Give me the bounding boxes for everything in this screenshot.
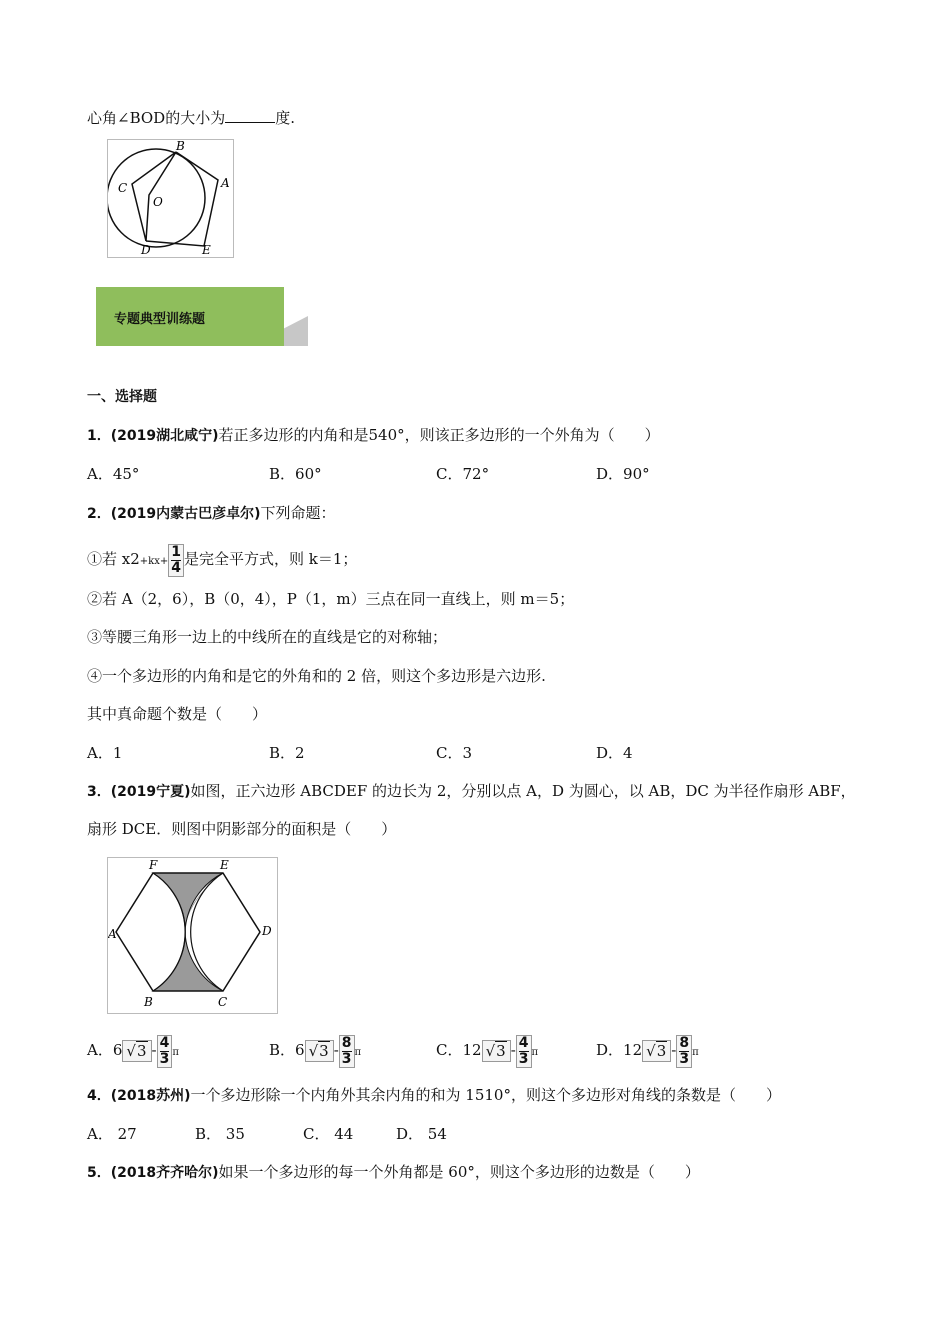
sqrt: √3 [122, 1040, 151, 1062]
q1-tag: (2019湖北咸宁) [110, 428, 219, 444]
fraction-numerator: 8 [341, 1034, 352, 1051]
q5-number: 5． [87, 1165, 111, 1181]
fraction-numerator: 4 [518, 1034, 529, 1051]
option-letter: D． [596, 1041, 624, 1059]
q2-tag: (2019内蒙古巴彦卓尔) [110, 506, 261, 522]
q2-statement-2: ②若 A（2，6），B（0，4），P（1，m）三点在同一直线上，则 m＝5； [87, 590, 575, 608]
figure-hexagon [107, 857, 278, 1014]
minus-sign: - [333, 1041, 339, 1059]
q3-text-2: 扇形 DCE．则图中阴影部分的面积是（ ） [87, 820, 397, 838]
fraction-denominator: 3 [679, 1050, 690, 1067]
radicand: 3 [496, 1042, 506, 1060]
q1-option-a[interactable]: A．45° [87, 465, 140, 483]
q1-option-b[interactable]: B．60° [269, 465, 322, 483]
q2-s1-part: ①若 x2 [87, 550, 140, 568]
q2-option-c[interactable]: C．3 [436, 744, 473, 762]
fraction-denominator: 3 [159, 1050, 170, 1067]
fig1-label: D [141, 243, 151, 257]
fig3-label: A [108, 927, 117, 941]
q3-option-a[interactable] [87, 1030, 179, 1073]
option-coef: 12 [462, 1041, 482, 1059]
q4-option-b[interactable]: B． 35 [195, 1125, 245, 1143]
question-2 [87, 503, 336, 524]
question-5 [87, 1162, 700, 1183]
q5-tag: (2018齐齐哈尔) [110, 1165, 219, 1181]
section-banner [96, 287, 284, 346]
radicand: 3 [319, 1042, 329, 1060]
sqrt: √3 [482, 1040, 511, 1062]
q2-option-d[interactable]: D．4 [596, 744, 633, 762]
fraction-denominator: 3 [518, 1050, 529, 1067]
fraction [339, 1035, 355, 1068]
sqrt: √3 [642, 1040, 671, 1062]
fraction-numerator: 8 [679, 1034, 690, 1051]
q2-s1-part: 是完全平方式，则 k＝1； [184, 550, 358, 568]
banner-title: 专题典型训练题 [114, 312, 206, 327]
option-letter: B． [269, 1041, 296, 1059]
q4-option-d[interactable]: D． 54 [396, 1125, 447, 1143]
minus-sign: - [510, 1041, 516, 1059]
pi-symbol: π [531, 1047, 539, 1058]
section-title: 一、选择题 [87, 389, 157, 405]
q2-number: 2． [87, 506, 111, 522]
q2-statement-4: ④一个多边形的内角和是它的外角和的 2 倍，则这个多边形是六边形. [87, 667, 546, 685]
intro-text-after: 度. [275, 109, 295, 127]
question-4 [87, 1085, 781, 1106]
fraction-denominator: 4 [171, 559, 181, 576]
fig3-label: B [144, 995, 153, 1009]
fig3-label: C [218, 995, 228, 1009]
q1-number: 1． [87, 428, 111, 444]
fraction [676, 1035, 692, 1068]
q2-ask: 其中真命题个数是（ ） [87, 705, 268, 723]
question-3 [87, 781, 856, 802]
q2-text: 下列命题： [260, 504, 336, 522]
figure-circle-pentagon [107, 139, 234, 258]
hexagon-diagram [108, 858, 277, 1013]
q3-option-c[interactable] [436, 1030, 538, 1073]
q4-tag: (2018苏州) [110, 1088, 191, 1104]
minus-sign: - [151, 1041, 157, 1059]
option-letter: A． [87, 1041, 113, 1059]
q2-option-a[interactable]: A．1 [87, 744, 123, 762]
sqrt: √3 [305, 1040, 334, 1062]
q3-text: 如图，正六边形 ABCDEF 的边长为 2，分别以点 A，D 为圆心，以 AB，DC 为半径作扇形 ABF， [190, 782, 856, 800]
fig1-label: B [176, 140, 185, 153]
intro-line [87, 108, 295, 128]
q1-option-c[interactable]: C．72° [436, 465, 490, 483]
pi-symbol: π [692, 1047, 699, 1058]
q1-text: 若正多边形的内角和是540°，则该正多边形的一个外角为（ ） [218, 426, 660, 444]
radicand: 3 [136, 1042, 147, 1060]
q3-option-b[interactable] [269, 1030, 361, 1073]
q4-text: 一个多边形除一个内角外其余内角的和为 1510°，则这个多边形对角线的条数是（ ） [190, 1086, 781, 1104]
minus-sign: - [671, 1041, 677, 1059]
q3-tag: (2019宁夏) [110, 784, 191, 800]
circle-pentagon-diagram [108, 140, 233, 257]
fig1-label: O [153, 195, 163, 209]
q2-statement-3: ③等腰三角形一边上的中线所在的直线是它的对称轴； [87, 628, 448, 646]
q2-statement-1 [87, 540, 357, 581]
option-coef: 6 [112, 1041, 123, 1059]
fig1-label: C [118, 181, 128, 195]
answer-blank[interactable] [225, 108, 275, 123]
option-letter: C． [436, 1041, 463, 1059]
radicand: 3 [656, 1042, 667, 1060]
pi-symbol: π [172, 1047, 179, 1058]
fraction-numerator: 4 [159, 1034, 170, 1051]
q1-option-d[interactable]: D．90° [596, 465, 650, 483]
fraction [157, 1035, 173, 1068]
q3-number: 3． [87, 784, 111, 800]
q5-text: 如果一个多边形的每一个外角都是 60°，则这个多边形的边数是（ ） [218, 1163, 700, 1181]
q3-option-d[interactable] [596, 1030, 699, 1073]
pi-symbol: π [354, 1047, 362, 1058]
q2-option-b[interactable]: B．2 [269, 744, 305, 762]
fig3-label: F [149, 858, 158, 872]
q2-s1-part: +kx+ [139, 556, 169, 567]
option-coef: 12 [623, 1041, 643, 1059]
q4-number: 4． [87, 1088, 111, 1104]
fig1-label: A [221, 176, 230, 190]
fraction-numerator: 1 [171, 543, 181, 560]
option-coef: 6 [295, 1041, 305, 1059]
fraction [516, 1035, 532, 1068]
fraction [168, 544, 184, 577]
fig1-label: E [202, 243, 211, 257]
fraction-denominator: 3 [341, 1050, 352, 1067]
fig3-label: E [220, 858, 229, 872]
intro-text: 心角∠BOD的大小为 [87, 109, 226, 127]
question-1 [87, 425, 660, 446]
q4-option-c[interactable]: C． 44 [303, 1125, 354, 1143]
fig3-label: D [262, 924, 272, 938]
q4-option-a[interactable]: A． 27 [87, 1125, 137, 1143]
